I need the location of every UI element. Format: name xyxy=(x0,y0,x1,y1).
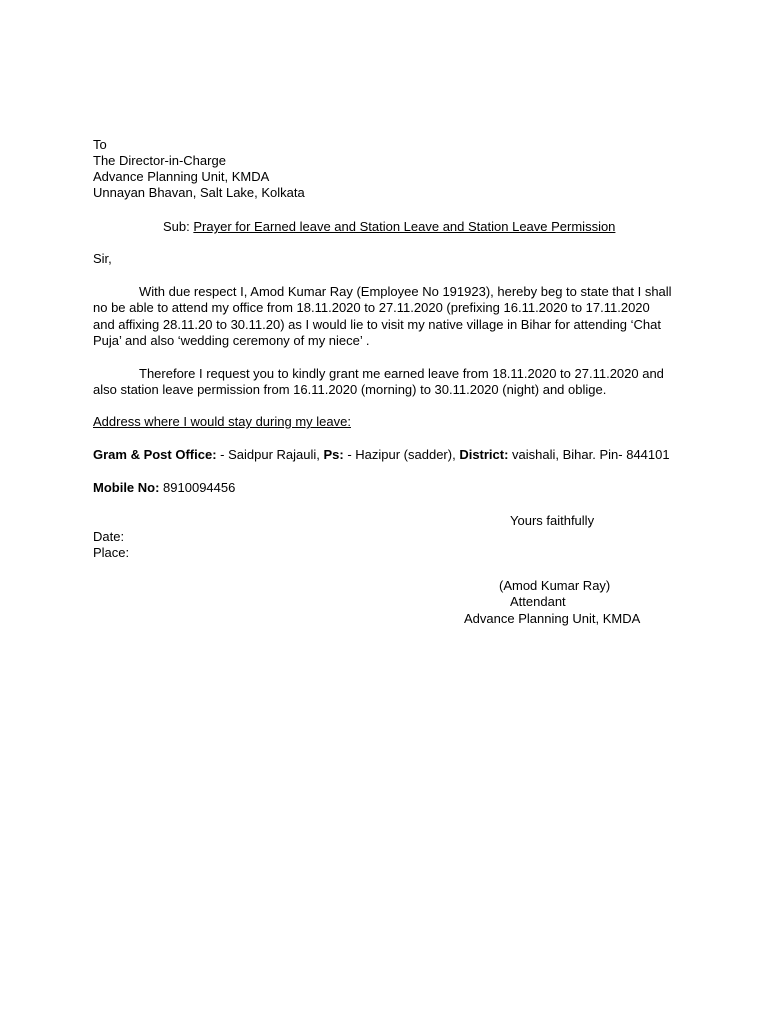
ps-value: - Hazipur (sadder), xyxy=(343,447,460,462)
place-label: Place: xyxy=(93,545,130,560)
recipient-title: The Director-in-Charge xyxy=(93,153,226,168)
recipient-to: To xyxy=(93,137,107,152)
mobile-label: Mobile No: xyxy=(93,480,160,495)
signature-unit: Advance Planning Unit, KMDA xyxy=(464,611,641,626)
district-value: vaishali, Bihar. Pin- 844101 xyxy=(508,447,670,462)
salutation: Sir, xyxy=(93,251,112,266)
gram-value: - Saidpur Rajauli, xyxy=(216,447,324,462)
mobile-value: 8910094456 xyxy=(159,480,236,495)
signature-name: (Amod Kumar Ray) xyxy=(499,578,611,593)
recipient-address: Unnayan Bhavan, Salt Lake, Kolkata xyxy=(93,185,305,200)
date-label: Date: xyxy=(93,529,125,544)
stay-address-heading: Address where I would stay during my leave: xyxy=(93,414,351,429)
district-label: District: xyxy=(459,447,509,462)
body-paragraph-1: With due respect I, Amod Kumar Ray (Employee No 191923), hereby beg to state that I shall no be able to attend my office from 18.11.2020 to 27.11.2020 (prefixing 16.11.2020 to 17.11.2020 and affixing 28.11.20 to 30.11.20) as I would lie to visit my native village in Bihar for attending ‘Chat Puja’ and also ‘wedding ceremony of my niece’ . xyxy=(93,284,672,348)
stay-address-line xyxy=(93,447,670,463)
body-paragraph-2: Therefore I request you to kindly grant me earned leave from 18.11.2020 to 27.11.2020 and also station leave permission from 16.11.2020 (morning) to 30.11.2020 (night) and oblige. xyxy=(93,366,664,398)
closing: Yours faithfully xyxy=(510,513,595,528)
subject-text: Prayer for Earned leave and Station Leave and Station Leave Permission xyxy=(193,219,616,234)
mobile-line xyxy=(93,480,235,496)
subject-line xyxy=(163,219,615,235)
ps-label: Ps: xyxy=(323,447,344,462)
recipient-unit: Advance Planning Unit, KMDA xyxy=(93,169,270,184)
signature-designation: Attendant xyxy=(510,594,566,609)
subject-prefix: Sub: xyxy=(163,219,190,234)
gram-label: Gram & Post Office: xyxy=(93,447,217,462)
